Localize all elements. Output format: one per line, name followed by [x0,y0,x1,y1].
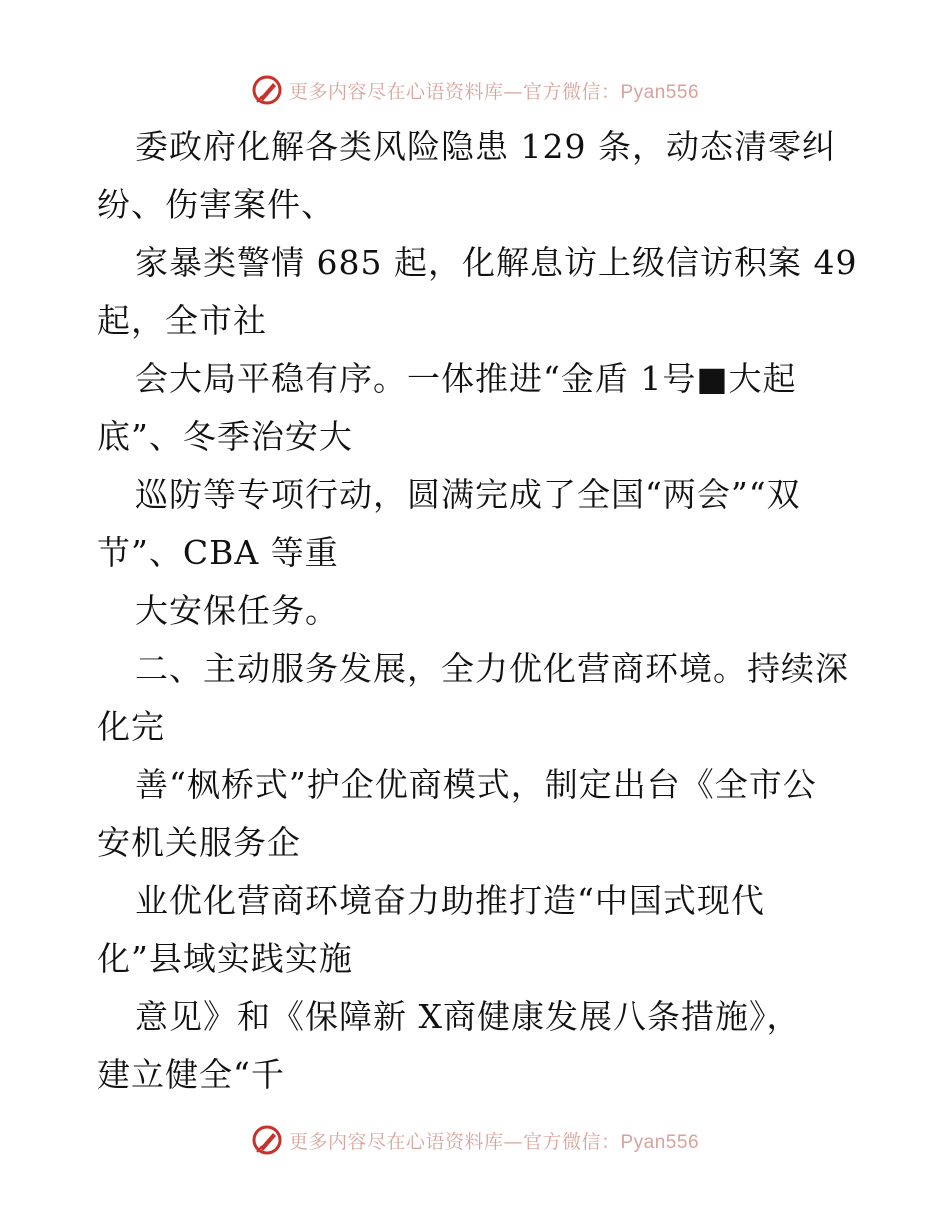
text-line: 委政府化解各类风险隐患 129 条，动态清零纠 [135,127,836,166]
banner-text: 更多内容尽在心语资料库—官方微信：Pyan556 [288,80,700,103]
text-line: 安机关服务企 [97,823,301,862]
pen-logo-icon [251,74,283,106]
header-banner [0,70,950,110]
text-line: 纷、伤害案件、 [97,185,335,224]
text-line: 底”、冬季治安大 [97,417,353,456]
footer-banner [0,1120,950,1160]
pen-logo-icon [251,1124,283,1156]
text-line: 节”、CBA 等重 [97,533,339,572]
text-line: 业优化营商环境奋力助推打造“中国式现代 [135,881,765,920]
wechat-id: Pyan556 [620,1131,700,1153]
text-line: 家暴类警情 685 起，化解息访上级信访积案 49 [135,243,858,282]
text-line: 意见》和《保障新 X商健康发展八条措施》， [135,997,801,1036]
wechat-id: Pyan556 [620,81,700,103]
banner-text: 更多内容尽在心语资料库—官方微信：Pyan556 [288,1130,700,1153]
text-line: 化”县域实践实施 [97,939,353,978]
document-body [97,118,857,1104]
section-heading-line: 二、主动服务发展，全力优化营商环境。持续深 [135,649,849,688]
text-line: 会大局平稳有序。一体推进“金盾 1号■大起 [135,359,797,398]
text-line: 巡防等专项行动，圆满完成了全国“两会”“双 [135,475,801,514]
text-line: 起，全市社 [97,301,267,340]
text-line: 建立健全“千 [97,1055,285,1094]
text-line: 化完 [97,707,165,746]
text-line: 大安保任务。 [135,591,339,630]
text-line: 善“枫桥式”护企优商模式，制定出台《全市公 [135,765,817,804]
